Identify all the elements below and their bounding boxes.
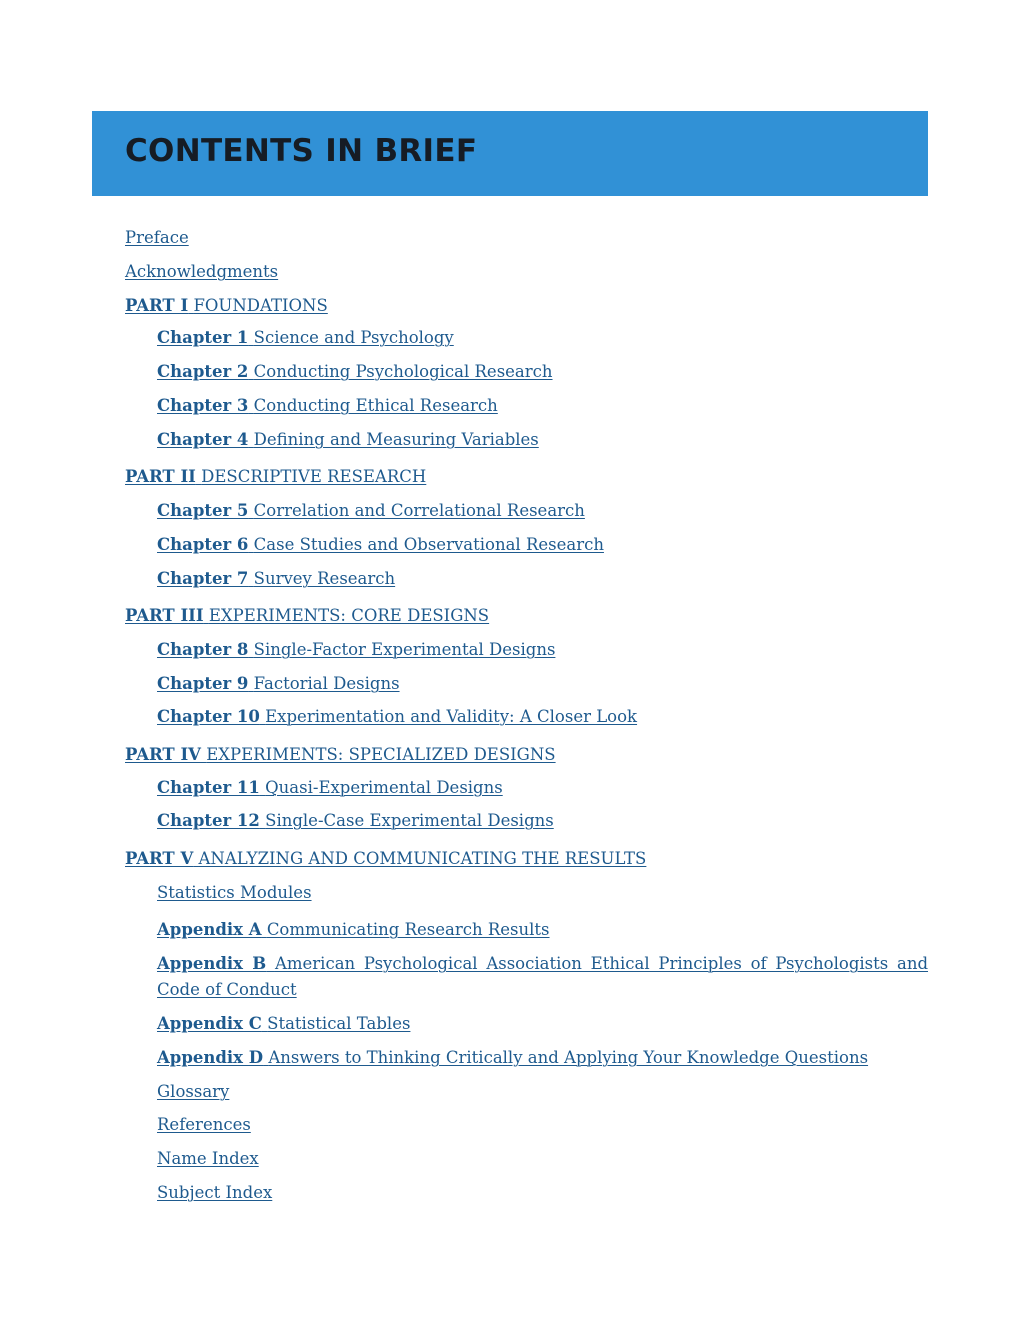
toc-text: Single-Factor Experimental Designs [253,640,556,659]
toc-label: Chapter 7 [157,569,249,588]
toc-text: Single-Case Experimental Designs [265,811,554,830]
toc-label: PART II [125,467,196,486]
toc-label: Chapter 1 [157,328,249,347]
toc-link[interactable] [157,811,554,830]
toc-appendix-d[interactable] [157,1045,928,1071]
toc-label: Chapter 2 [157,362,249,381]
toc-chapter-12[interactable] [157,808,928,834]
toc-chapter-5[interactable] [157,498,928,524]
toc-text: DESCRIPTIVE RESEARCH [201,467,427,486]
toc-chapter-1[interactable] [157,325,928,351]
toc-text: ANALYZING AND COMMUNICATING THE RESULTS [198,849,647,868]
toc-chapter-10[interactable] [157,704,928,730]
toc-label: Chapter 8 [157,640,249,659]
toc-text: Answers to Thinking Critically and Applying Your Knowledge Questions [268,1048,869,1067]
toc-link[interactable] [125,745,556,764]
toc-link[interactable] [157,1082,229,1101]
toc-chapter-11[interactable] [157,775,928,801]
toc-label: Chapter 5 [157,501,249,520]
toc-acknowledgments[interactable] [125,259,928,285]
toc-text: Glossary [157,1082,230,1101]
toc-text: EXPERIMENTS: CORE DESIGNS [208,606,490,625]
toc-text: Statistics Modules [157,883,312,902]
toc-label: Chapter 12 [157,811,260,830]
toc-link[interactable] [157,674,400,693]
toc-link[interactable] [157,1048,868,1067]
toc-chapter-6[interactable] [157,532,928,558]
toc-part-1[interactable] [125,293,928,319]
toc-text: Case Studies and Observational Research [253,535,604,554]
toc-link[interactable] [157,535,604,554]
toc-link[interactable] [157,640,555,659]
toc-link[interactable] [157,396,498,415]
toc-link[interactable] [157,362,553,381]
toc-subject-index[interactable] [157,1180,928,1206]
page-title: CONTENTS IN BRIEF [125,133,478,169]
toc-part-4[interactable] [125,742,928,768]
toc-link[interactable] [157,1149,259,1168]
toc-label: PART IV [125,745,201,764]
toc-text: References [157,1115,251,1134]
toc-part-2[interactable] [125,464,928,490]
toc-link[interactable] [125,849,646,868]
toc-text: Conducting Psychological Research [253,362,553,381]
toc-statistics-modules[interactable] [157,880,928,906]
toc-appendix-b[interactable] [157,951,928,1003]
toc-preface[interactable] [125,225,928,251]
toc-text: Subject Index [157,1183,273,1202]
toc-label: Appendix C [157,1014,262,1033]
toc-label: Chapter 9 [157,674,249,693]
toc-label: Chapter 6 [157,535,249,554]
toc-label: PART V [125,849,194,868]
toc-label: Appendix A [157,920,262,939]
toc-glossary[interactable] [157,1079,928,1105]
toc-link[interactable] [157,954,928,999]
toc-link[interactable] [157,707,637,726]
toc-link[interactable] [157,1115,251,1134]
toc-references[interactable] [157,1112,928,1138]
toc-chapter-4[interactable] [157,427,928,453]
toc-label: Chapter 4 [157,430,249,449]
toc-part-3[interactable] [125,603,928,629]
toc-text: Defining and Measuring Variables [253,430,539,449]
toc-chapter-2[interactable] [157,359,928,385]
toc-link[interactable] [125,262,278,281]
toc-label: Chapter 11 [157,778,260,797]
toc-text: Communicating Research Results [266,920,550,939]
toc-text: Name Index [157,1149,259,1168]
toc-link[interactable] [125,467,426,486]
toc-chapter-9[interactable] [157,671,928,697]
toc-link[interactable] [157,920,550,939]
toc-link[interactable] [157,883,312,902]
toc-label: Appendix D [157,1048,264,1067]
toc-part-5[interactable] [125,846,928,872]
toc-chapter-8[interactable] [157,637,928,663]
toc-label: PART I [125,296,189,315]
toc-label: Chapter 3 [157,396,249,415]
toc-text: Statistical Tables [267,1014,411,1033]
toc-label: Chapter 10 [157,707,260,726]
toc-text: Survey Research [253,569,396,588]
toc-link[interactable] [125,228,189,247]
toc-link[interactable] [157,501,585,520]
toc-appendix-a[interactable] [157,917,928,943]
toc-text: FOUNDATIONS [193,296,328,315]
toc-text: American Psychological Association Ethical Principles of Psychologists and Code of Conduct [157,954,929,999]
toc-text: Acknowledgments [125,262,279,281]
toc-chapter-3[interactable] [157,393,928,419]
toc-label: Appendix B [157,954,267,973]
toc-link[interactable] [157,569,395,588]
toc-link[interactable] [157,1183,272,1202]
toc-link[interactable] [157,778,503,797]
toc-text: Conducting Ethical Research [253,396,498,415]
toc-text: Preface [125,228,189,247]
toc-text: Experimentation and Validity: A Closer Look [265,707,638,726]
toc-text: EXPERIMENTS: SPECIALIZED DESIGNS [206,745,556,764]
toc-label: PART III [125,606,204,625]
toc-link[interactable] [157,1014,410,1033]
toc-chapter-7[interactable] [157,566,928,592]
toc-link[interactable] [125,606,489,625]
toc-link[interactable] [157,328,454,347]
toc-appendix-c[interactable] [157,1011,928,1037]
toc-text: Factorial Designs [253,674,400,693]
toc-text: Quasi-Experimental Designs [265,778,503,797]
contents-banner [92,111,928,196]
toc-text: Correlation and Correlational Research [253,501,585,520]
toc-link[interactable] [125,296,328,315]
toc-name-index[interactable] [157,1146,928,1172]
toc-text: Science and Psychology [253,328,454,347]
toc-link[interactable] [157,430,539,449]
